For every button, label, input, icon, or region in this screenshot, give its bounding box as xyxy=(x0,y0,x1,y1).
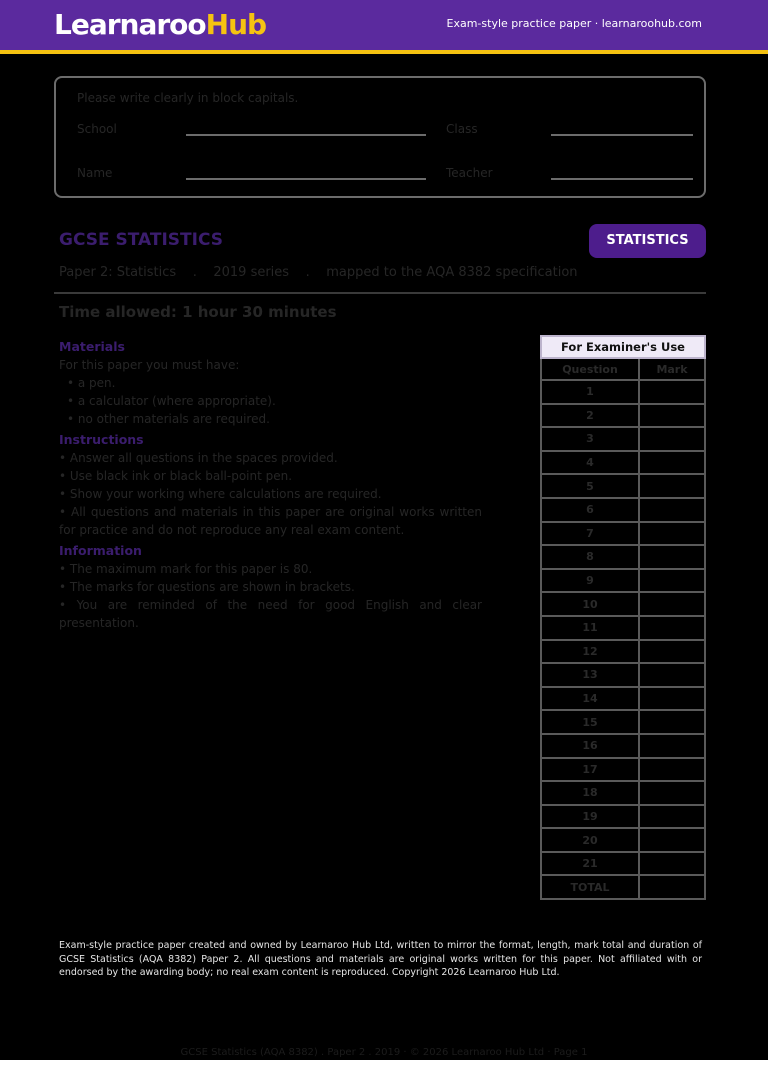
question-number: 16 xyxy=(541,734,639,758)
list-item: • All questions and materials in this paper are original works written for practice and do not reproduce any real exam content. xyxy=(59,505,482,537)
page-footer: GCSE Statistics (AQA 8382) . Paper 2 . 2019 · © 2026 Learnaroo Hub Ltd · Page 1 xyxy=(180,1047,588,1058)
mark-cell[interactable] xyxy=(639,616,705,640)
table-row xyxy=(541,734,705,758)
table-row xyxy=(541,616,705,640)
page-header xyxy=(0,0,768,54)
table-row xyxy=(541,875,705,899)
mark-cell[interactable] xyxy=(639,474,705,498)
mark-cell[interactable] xyxy=(639,781,705,805)
table-row xyxy=(541,545,705,569)
table-row xyxy=(541,404,705,428)
instructions-list xyxy=(59,449,482,539)
question-number: 10 xyxy=(541,592,639,616)
table-row xyxy=(541,781,705,805)
list-item: • a pen. xyxy=(67,376,116,390)
question-number: 2 xyxy=(541,404,639,428)
mark-cell[interactable] xyxy=(639,710,705,734)
time-allowed: Time allowed: 1 hour 30 minutes xyxy=(59,303,337,321)
list-item: • Show your working where calculations are required. xyxy=(59,487,382,501)
paper-subline: Paper 2: Statistics . 2019 series . mapped to the AQA 8382 specification xyxy=(59,265,578,280)
mark-column-header: Mark xyxy=(639,358,705,380)
question-column-header: Question xyxy=(541,358,639,380)
mark-cell[interactable] xyxy=(639,852,705,876)
school-field[interactable] xyxy=(186,134,426,136)
logo-accent: Hub xyxy=(205,8,267,41)
question-number: 13 xyxy=(541,663,639,687)
table-row xyxy=(541,663,705,687)
table-row xyxy=(541,451,705,475)
mark-cell[interactable] xyxy=(639,451,705,475)
list-item: • a calculator (where appropriate). xyxy=(67,394,276,408)
page-bottom-strip xyxy=(0,1060,768,1086)
list-item: • You are reminded of the need for good English and clear presentation. xyxy=(59,598,482,630)
list-item: • no other materials are required. xyxy=(67,412,270,426)
mark-cell[interactable] xyxy=(639,427,705,451)
subject-badge: STATISTICS xyxy=(589,224,706,258)
question-number: 14 xyxy=(541,687,639,711)
table-row xyxy=(541,758,705,782)
list-item: • The maximum mark for this paper is 80. xyxy=(59,562,313,576)
question-number: 17 xyxy=(541,758,639,782)
mark-cell[interactable] xyxy=(639,522,705,546)
mark-cell[interactable] xyxy=(639,592,705,616)
mark-cell[interactable] xyxy=(639,380,705,404)
copyright-footnote: Exam-style practice paper created and owned by Learnaroo Hub Ltd, written to mirror the format, length, mark total and duration of GCSE Statistics (AQA 8382) Paper 2. All questions and materials are original works written for this paper. Not affiliated with or endorsed by the awarding body; no real exam content is reproduced. Copyright 2026 Learnaroo Hub Ltd. xyxy=(59,940,702,978)
examiners-use-title: For Examiner's Use xyxy=(541,336,705,358)
table-row xyxy=(541,828,705,852)
list-item: • The marks for questions are shown in brackets. xyxy=(59,580,355,594)
total-label: TOTAL xyxy=(541,875,639,899)
question-number: 21 xyxy=(541,852,639,876)
information-heading: Information xyxy=(59,543,142,558)
learnaroo-hub-logo[interactable] xyxy=(54,8,266,41)
mark-cell[interactable] xyxy=(639,545,705,569)
subject-title: GCSE STATISTICS xyxy=(59,230,223,250)
total-mark-cell[interactable] xyxy=(639,875,705,899)
information-list xyxy=(59,560,482,632)
mark-cell[interactable] xyxy=(639,640,705,664)
front-matter xyxy=(59,338,482,632)
question-number: 9 xyxy=(541,569,639,593)
teacher-label: Teacher xyxy=(446,166,493,180)
question-number: 6 xyxy=(541,498,639,522)
instructions-heading: Instructions xyxy=(59,432,144,447)
question-number: 5 xyxy=(541,474,639,498)
question-number: 11 xyxy=(541,616,639,640)
school-label: School xyxy=(77,122,117,136)
name-field[interactable] xyxy=(186,178,426,180)
mark-cell[interactable] xyxy=(639,758,705,782)
candidate-details-box xyxy=(54,76,706,198)
examiners-use-table xyxy=(540,335,706,900)
mark-cell[interactable] xyxy=(639,687,705,711)
table-row xyxy=(541,640,705,664)
table-row xyxy=(541,569,705,593)
class-field[interactable] xyxy=(551,134,693,136)
question-number: 4 xyxy=(541,451,639,475)
question-number: 7 xyxy=(541,522,639,546)
question-number: 12 xyxy=(541,640,639,664)
table-row xyxy=(541,805,705,829)
mark-cell[interactable] xyxy=(639,404,705,428)
mark-cell[interactable] xyxy=(639,498,705,522)
table-row xyxy=(541,380,705,404)
list-item: • Use black ink or black ball-point pen. xyxy=(59,469,293,483)
name-label: Name xyxy=(77,166,113,180)
table-row xyxy=(541,427,705,451)
mark-cell[interactable] xyxy=(639,569,705,593)
question-number: 1 xyxy=(541,380,639,404)
table-row xyxy=(541,852,705,876)
question-number: 3 xyxy=(541,427,639,451)
class-label: Class xyxy=(446,122,478,136)
mark-cell[interactable] xyxy=(639,663,705,687)
table-row xyxy=(541,474,705,498)
question-number: 19 xyxy=(541,805,639,829)
table-row xyxy=(541,687,705,711)
table-row xyxy=(541,710,705,734)
question-number: 18 xyxy=(541,781,639,805)
table-row xyxy=(541,522,705,546)
mark-cell[interactable] xyxy=(639,734,705,758)
question-number: 8 xyxy=(541,545,639,569)
table-row xyxy=(541,592,705,616)
teacher-field[interactable] xyxy=(551,178,693,180)
materials-heading: Materials xyxy=(59,339,125,354)
divider xyxy=(54,292,706,294)
block-capitals-note: Please write clearly in block capitals. xyxy=(77,91,299,105)
materials-list xyxy=(59,374,482,428)
materials-intro: For this paper you must have: xyxy=(59,358,240,372)
list-item: • Answer all questions in the spaces provided. xyxy=(59,451,338,465)
question-number: 20 xyxy=(541,828,639,852)
question-number: 15 xyxy=(541,710,639,734)
mark-cell[interactable] xyxy=(639,805,705,829)
header-tagline: Exam-style practice paper · learnaroohub.com xyxy=(446,17,702,30)
table-row xyxy=(541,498,705,522)
mark-cell[interactable] xyxy=(639,828,705,852)
logo-main: Learnaroo xyxy=(54,8,206,41)
